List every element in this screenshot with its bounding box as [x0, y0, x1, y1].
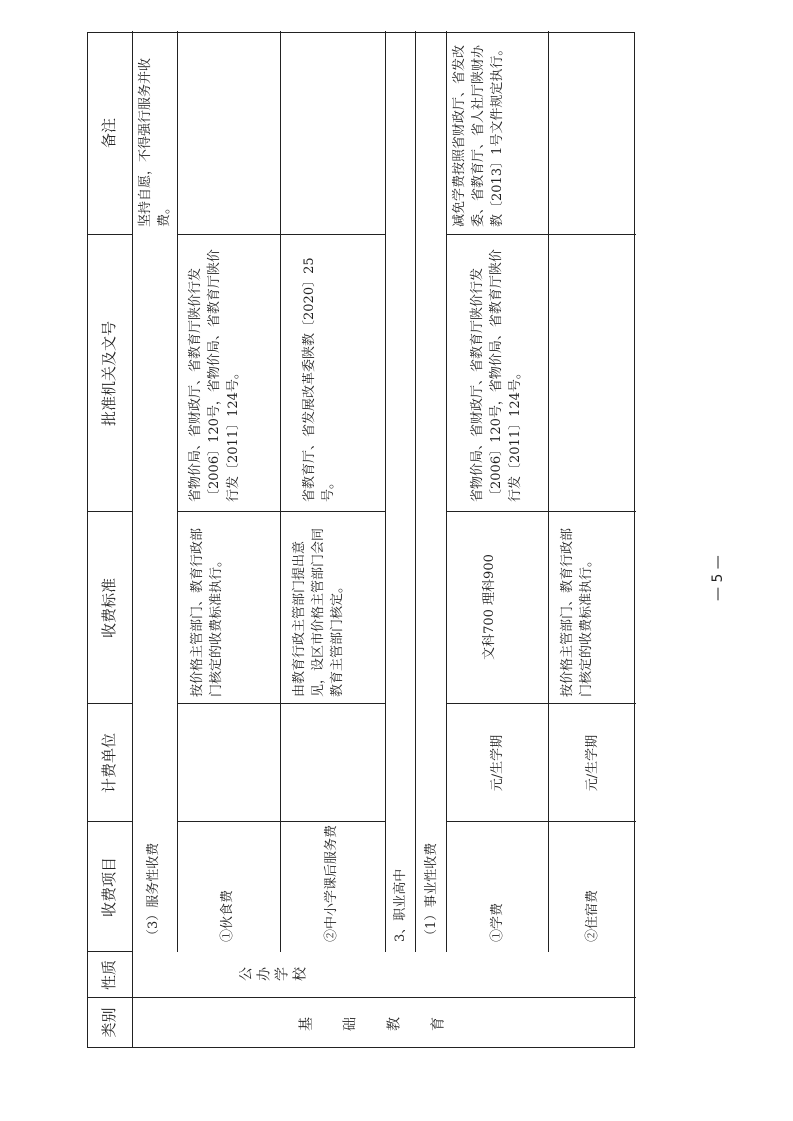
category-public-school: 公办学校	[238, 967, 310, 983]
header-nature: 性质	[100, 960, 118, 991]
header-item: 收费项目	[100, 857, 118, 918]
page-number: — 5 —	[710, 555, 726, 601]
header-standard: 收费标准	[100, 578, 118, 639]
header-approval: 批准机关及文号	[100, 321, 118, 427]
vocational-title: 3、职业高中	[393, 868, 408, 942]
tuition-note: 减免学费按照省财政厅、省发改委、省教育厅、省人社厅陕财办教〔2013〕1号文件规定执行。	[452, 42, 505, 227]
public-fee-title: （1）事业性收费	[424, 842, 439, 942]
tuition-item: ①学费	[490, 902, 505, 942]
meal-item: ①伙食费	[220, 889, 235, 942]
header-category: 类别	[100, 1007, 118, 1038]
lodging-item: ②住宿费	[585, 889, 600, 942]
lodging-standard: 按价格主管部门、教育行政部门核定的收费标准执行。	[560, 527, 594, 697]
meal-standard: 按价格主管部门、教育行政部门核定的收费标准执行。	[190, 527, 224, 697]
tuition-unit: 元/生学期	[490, 734, 505, 792]
fee-table	[87, 32, 635, 1048]
service-fee-title: （3）服务性收费	[146, 842, 161, 942]
afterschool-standard: 由教育行政主管部门提出意见，设区市价格主管部门会同教育主管部门核定。	[292, 527, 345, 697]
tuition-standard: 文科700 理科900	[482, 554, 497, 660]
afterschool-approval: 省教育厅、省发展改革委陕教〔2020〕25号。	[302, 257, 336, 502]
category-basic-edu: 基础教育	[298, 1017, 474, 1033]
header-note: 备注	[100, 118, 118, 149]
afterschool-item: ②中小学课后服务费	[324, 824, 339, 942]
service-fee-note: 坚持自愿，不得强行服务并收费。	[138, 57, 172, 227]
header-unit: 计费单位	[100, 733, 118, 794]
meal-approval: 省物价局、省财政厅、省教育厅陕价行发〔2006〕120号，省物价局、省教育厅陕价行发〔2011〕124号。	[188, 249, 241, 502]
lodging-unit: 元/生学期	[585, 734, 600, 792]
tuition-approval: 省物价局、省财政厅、省教育厅陕价行发〔2006〕120号，省物价局、省教育厅陕价行发〔2011〕124号。	[470, 249, 523, 502]
